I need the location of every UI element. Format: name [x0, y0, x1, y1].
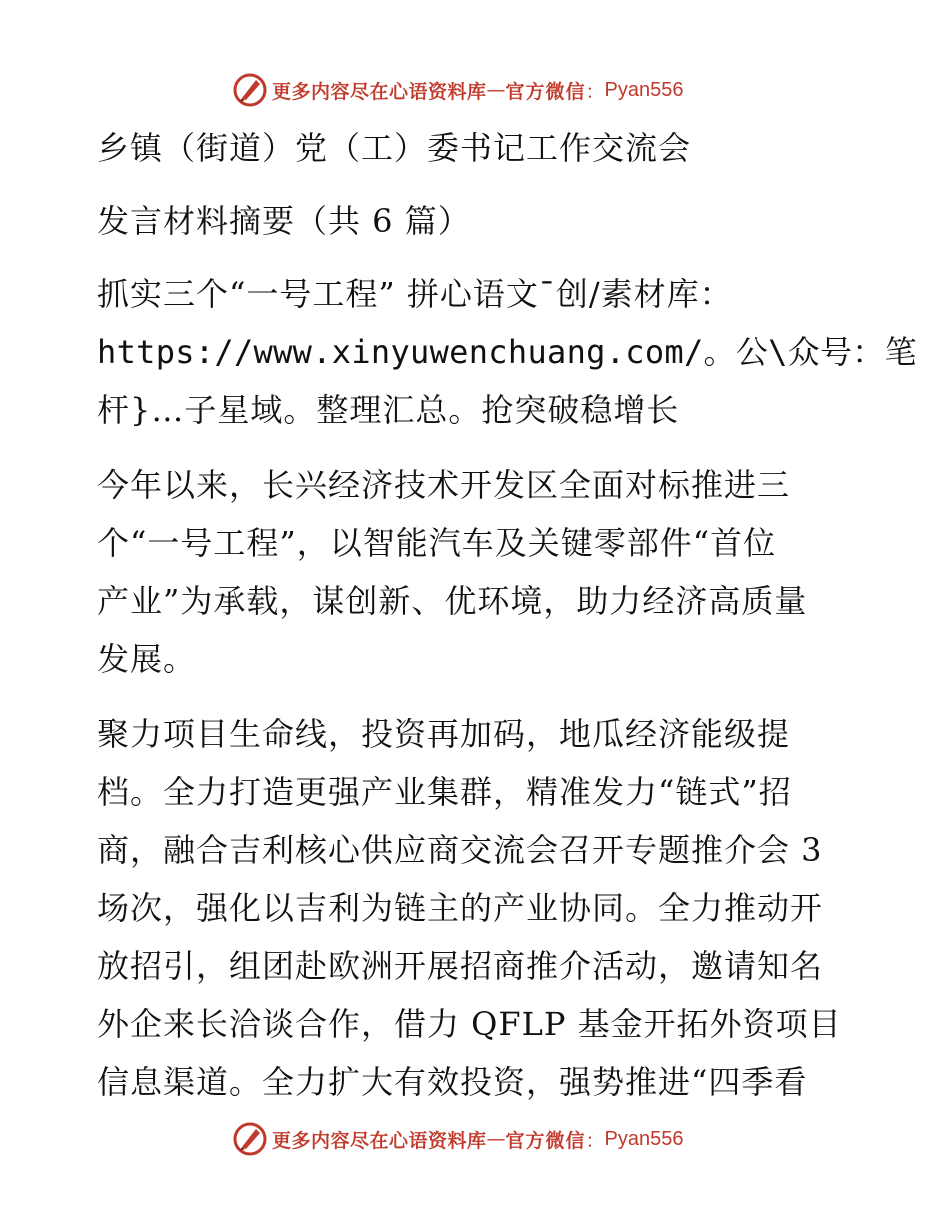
watermark-separator: ： — [585, 80, 605, 103]
title-line-1: 乡镇（街道）党（工）委书记工作交流会 — [97, 129, 692, 167]
header-watermark — [232, 70, 684, 110]
watermark-dash: — — [486, 1128, 506, 1150]
watermark-text: 更多内容尽在心语资料库 — [272, 1129, 487, 1152]
pen-logo-icon — [232, 72, 268, 108]
watermark-dash: — — [486, 79, 506, 101]
paragraph-line: 个“一号工程”，以智能汽车及关键零部件“首位 — [97, 524, 777, 562]
pen-logo-icon — [232, 1121, 268, 1157]
section-heading-tail: 杆}…子星域。整理汇总。抢突破稳增长 — [97, 391, 680, 429]
paragraph-line: 外企来长洽谈合作，借力 QFLP 基金开拓外资项目 — [97, 1005, 842, 1043]
paragraph-line: 产业”为承载，谋创新、优环境，助力经济高质量 — [97, 582, 808, 620]
paragraph-line: 档。全力打造更强产业集群，精准发力“链式”招 — [97, 773, 792, 811]
paragraph-line: 放招引，组团赴欧洲开展招商推介活动，邀请知名 — [97, 947, 824, 985]
watermark-text: 更多内容尽在心语资料库 — [272, 80, 487, 103]
title-line-2: 发言材料摘要（共 6 篇） — [97, 202, 471, 240]
section-heading-line: 抓实三个“一号工程” 拼心语文¯创/素材库： — [97, 275, 733, 313]
watermark-wechat-id: Pyan556 — [604, 1127, 684, 1150]
footer-watermark — [232, 1119, 684, 1159]
watermark-wechat-label: 官方微信 — [505, 1129, 586, 1152]
paragraph-line: 今年以来，长兴经济技术开发区全面对标推进三 — [97, 466, 791, 504]
paragraph-line: 商，融合吉利核心供应商交流会召开专题推介会 3 — [97, 831, 823, 869]
url-line: https://www.xinyuwenchuang.com/。公\众号：笔 — [97, 333, 917, 371]
paragraph-line: 信息渠道。全力扩大有效投资，强势推进“四季看 — [97, 1063, 808, 1101]
paragraph-line: 发展。 — [97, 640, 197, 678]
paragraph-line: 聚力项目生命线，投资再加码，地瓜经济能级提 — [97, 715, 791, 753]
watermark-separator: ： — [585, 1129, 605, 1152]
paragraph-line: 场次，强化以吉利为链主的产业协同。全力推动开 — [97, 889, 824, 927]
watermark-wechat-id: Pyan556 — [604, 78, 684, 101]
watermark-wechat-label: 官方微信 — [505, 80, 586, 103]
